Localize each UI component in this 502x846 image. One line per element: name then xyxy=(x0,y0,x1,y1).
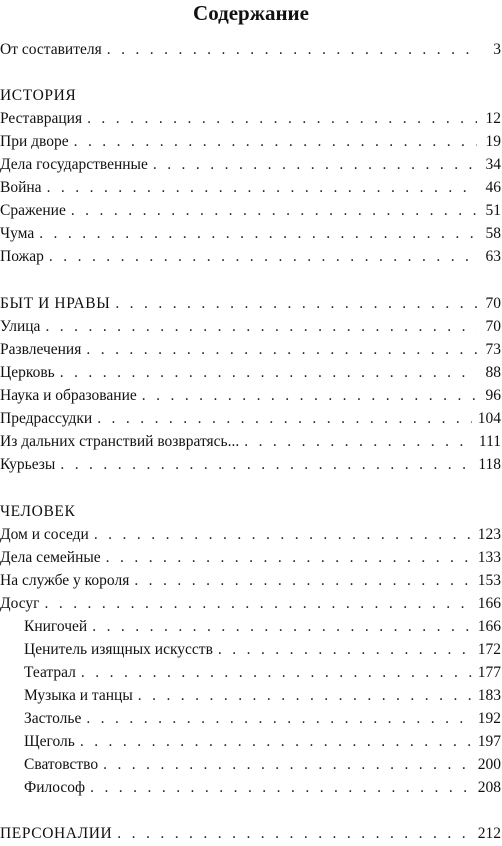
toc-entry-label: Улица xyxy=(0,318,41,335)
toc-entry-label: Ценитель изящных искусств xyxy=(24,641,213,658)
toc-entry-label: Развлечения xyxy=(0,341,82,358)
toc-page-number: 19 xyxy=(485,133,501,150)
dot-leader xyxy=(47,178,477,198)
toc-entry-label: Пожар xyxy=(0,248,44,265)
dot-leader xyxy=(117,824,471,844)
dot-leader xyxy=(60,455,472,475)
toc-page-number: 88 xyxy=(485,364,501,381)
toc-page-number: 58 xyxy=(485,225,501,242)
toc-entry-label: Церковь xyxy=(0,364,55,381)
toc-subentry[interactable] xyxy=(24,640,501,660)
dot-leader xyxy=(60,363,477,383)
toc-page-number: 172 xyxy=(477,641,501,658)
toc-entry[interactable] xyxy=(0,525,501,545)
toc-page-number: 177 xyxy=(477,664,501,681)
dot-leader xyxy=(218,640,472,660)
toc-entry-label: При дворе xyxy=(0,133,69,150)
toc-entry[interactable] xyxy=(0,548,501,568)
dot-leader xyxy=(138,686,472,706)
toc-page-number: 153 xyxy=(477,572,501,589)
dot-leader xyxy=(97,409,472,429)
toc-subentry[interactable] xyxy=(24,778,501,798)
toc-entry[interactable] xyxy=(0,201,501,221)
toc-page-number: 212 xyxy=(477,825,501,842)
toc-page-number: 46 xyxy=(485,179,501,196)
toc-entry[interactable] xyxy=(0,432,501,452)
toc-entry-label: Предрассудки xyxy=(0,410,93,427)
toc-page-number: 104 xyxy=(477,410,501,427)
toc-page-number: 166 xyxy=(477,595,501,612)
toc-entry[interactable] xyxy=(0,155,501,175)
dot-leader xyxy=(90,778,472,798)
dot-leader xyxy=(244,432,473,452)
toc-entry[interactable] xyxy=(0,409,501,429)
toc-entry-label: Курьезы xyxy=(0,456,56,473)
dot-leader xyxy=(86,709,471,729)
toc-page-number: 70 xyxy=(485,318,501,335)
section-heading-label: ПЕРСОНАЛИИ xyxy=(0,825,113,842)
toc-page-number: 70 xyxy=(485,295,501,312)
toc-entry-label: Из дальних странствий возвратясь... xyxy=(0,433,240,450)
toc-entry-label: Философ xyxy=(24,779,86,796)
dot-leader xyxy=(87,109,477,129)
toc-entry[interactable] xyxy=(0,571,501,591)
toc-entry-label: Дом и соседи xyxy=(0,526,89,543)
toc-page-number: 200 xyxy=(477,756,501,773)
toc-entry[interactable] xyxy=(0,594,501,614)
toc-entry-label: Сражение xyxy=(0,202,66,219)
section-heading-history: ИСТОРИЯ xyxy=(0,87,77,104)
section-heading-daily-life[interactable] xyxy=(0,294,501,314)
dot-leader xyxy=(86,340,477,360)
toc-page-number: 197 xyxy=(477,733,501,750)
dot-leader xyxy=(80,732,472,752)
dot-leader xyxy=(106,548,472,568)
dot-leader xyxy=(45,317,477,337)
toc-page-number: 3 xyxy=(493,41,501,58)
toc-subentry[interactable] xyxy=(24,617,501,637)
toc-page-number: 111 xyxy=(478,433,501,450)
toc-entry-label: Музыка и танцы xyxy=(24,687,133,704)
toc-subentry[interactable] xyxy=(24,663,501,683)
toc-page-number: 12 xyxy=(485,110,501,127)
page-title: Содержание xyxy=(193,1,309,25)
dot-leader xyxy=(134,571,471,591)
toc-entry-label: Реставрация xyxy=(0,110,83,127)
toc-entry-label: На службе у короля xyxy=(0,572,130,589)
dot-leader xyxy=(45,594,472,614)
toc-page-number: 118 xyxy=(478,456,501,473)
toc-page-number: 63 xyxy=(485,248,501,265)
toc-entry[interactable] xyxy=(0,109,501,129)
toc-entry[interactable] xyxy=(0,455,501,475)
toc-subentry[interactable] xyxy=(24,732,501,752)
section-heading-person: ЧЕЛОВЕК xyxy=(0,503,76,520)
toc-entry[interactable] xyxy=(0,224,501,244)
toc-entry-label: От составителя xyxy=(0,41,102,58)
dot-leader xyxy=(115,294,477,314)
toc-page-number: 51 xyxy=(485,202,501,219)
toc-page-number: 73 xyxy=(485,341,501,358)
toc-entry-intro[interactable] xyxy=(0,40,501,60)
dot-leader xyxy=(92,617,472,637)
dot-leader xyxy=(142,386,477,406)
toc-entry[interactable] xyxy=(0,178,501,198)
dot-leader xyxy=(94,525,472,545)
section-heading-personalia[interactable] xyxy=(0,824,501,844)
toc-entry[interactable] xyxy=(0,340,501,360)
toc-entry[interactable] xyxy=(0,363,501,383)
toc-page-number: 183 xyxy=(477,687,501,704)
toc-entry-label: Дела семейные xyxy=(0,549,101,566)
toc-entry[interactable] xyxy=(0,247,501,267)
toc-page-number: 166 xyxy=(477,618,501,635)
dot-leader xyxy=(71,201,477,221)
toc-page-number: 192 xyxy=(477,710,501,727)
toc-page-number: 123 xyxy=(477,526,501,543)
toc-page-number: 34 xyxy=(485,156,501,173)
dot-leader xyxy=(153,155,477,175)
toc-page-number: 96 xyxy=(485,387,501,404)
toc-entry[interactable] xyxy=(0,132,501,152)
dot-leader xyxy=(103,755,472,775)
section-heading-label: БЫТ И НРАВЫ xyxy=(0,295,111,312)
toc-entry-label: Досуг xyxy=(0,595,40,612)
dot-leader xyxy=(107,40,477,60)
toc-page-number: 208 xyxy=(477,779,501,796)
dot-leader xyxy=(49,247,477,267)
toc-entry-label: Дела государственные xyxy=(0,156,148,173)
toc-entry-label: Чума xyxy=(0,225,35,242)
dot-leader xyxy=(74,132,477,152)
toc-page-number: 133 xyxy=(477,549,501,566)
toc-entry-label: Наука и образование xyxy=(0,387,137,404)
toc-entry-label: Застолье xyxy=(24,710,82,727)
toc-entry[interactable] xyxy=(0,386,501,406)
dot-leader xyxy=(81,663,472,683)
toc-entry-label: Сватовство xyxy=(24,756,99,773)
dot-leader xyxy=(39,224,477,244)
toc-subentry[interactable] xyxy=(24,755,501,775)
toc-subentry[interactable] xyxy=(24,686,501,706)
toc-subentry[interactable] xyxy=(24,709,501,729)
toc-entry[interactable] xyxy=(0,317,501,337)
toc-entry-label: Щеголь xyxy=(24,733,75,750)
toc-entry-label: Театрал xyxy=(24,664,76,681)
toc-entry-label: Книгочей xyxy=(24,618,88,635)
toc-entry-label: Война xyxy=(0,179,42,196)
